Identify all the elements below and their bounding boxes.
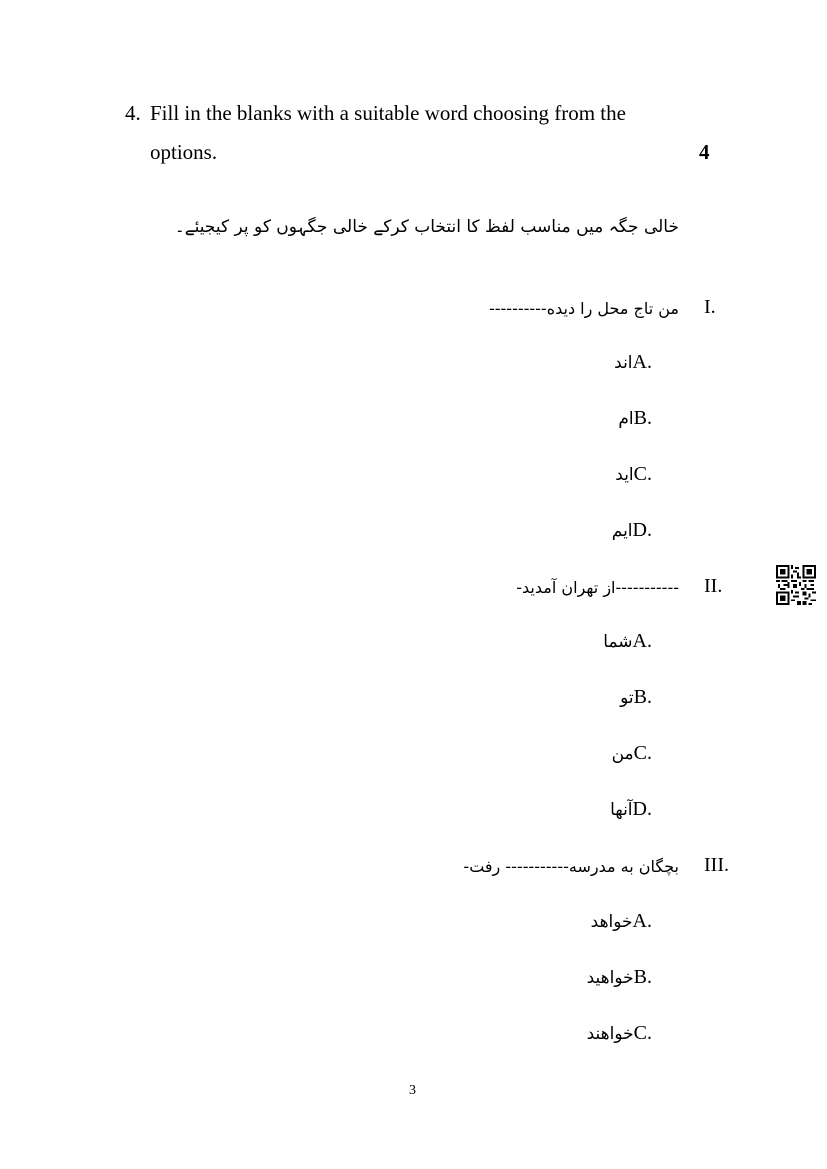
question-marks: 4 xyxy=(699,140,710,164)
question-text-line1: Fill in the blanks with a suitable word choosing from the xyxy=(150,101,626,125)
item-roman-numeral: I. xyxy=(704,296,716,318)
option: خواهیدB. xyxy=(586,966,652,988)
question-number: 4. xyxy=(125,101,141,125)
item-stem: بچگان به مدرسه----------- رفت- xyxy=(463,857,679,876)
option: توB. xyxy=(620,686,652,708)
option: شماA. xyxy=(603,630,652,652)
option: آنهاD. xyxy=(610,798,652,820)
page-number: 3 xyxy=(409,1083,416,1098)
item-roman-numeral: III. xyxy=(704,854,729,876)
option: اندA. xyxy=(614,351,652,373)
option: منC. xyxy=(611,742,652,764)
option: ایمD. xyxy=(611,519,652,541)
qr-code-icon xyxy=(776,565,816,605)
question-text-line2: options. xyxy=(150,140,218,164)
item-stem: من تاج محل را دیده---------- xyxy=(488,299,679,318)
item-stem: -----------از تهران آمدید- xyxy=(516,578,679,597)
option: خواهدA. xyxy=(590,910,652,932)
item-roman-numeral: II. xyxy=(704,575,723,597)
urdu-instruction: خالی جگہ میں مناسب لفظ کا انتخاب کرکے خالی جگہوں کو پر کیجیئے۔ xyxy=(174,217,679,237)
option: امB. xyxy=(618,407,652,429)
option: ایدC. xyxy=(615,463,652,485)
option: خواهندC. xyxy=(586,1022,652,1044)
